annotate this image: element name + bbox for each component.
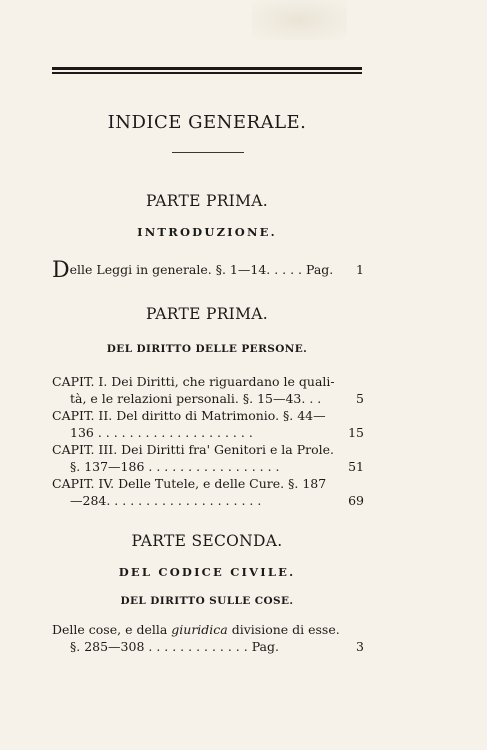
toc-page-number: 1 [356, 262, 364, 277]
chapter-3-text: §. 137—186 . . . . . . . . . . . . . . . . . [70, 459, 280, 474]
chapter-2-page: 15 [348, 425, 364, 440]
chapter-2-text: 136 . . . . . . . . . . . . . . . . . . . . [70, 425, 253, 440]
persons-heading: DEL DIRITTO DELLE PERSONE. [106, 343, 308, 355]
chapter-1-text: tà, e le relazioni personali. §. 15—43. . . [70, 391, 322, 406]
cose-text-italic: giuridica [171, 622, 228, 637]
chapter-2-line2 [70, 425, 362, 440]
page-title: INDICE GENERALE. [107, 112, 307, 133]
cose-text-range: §. 285—308 . . . . . . . . . . . . . Pag. [70, 639, 279, 654]
chapter-3-page: 51 [348, 459, 364, 474]
part-one-title: PARTE PRIMA. [146, 192, 268, 210]
chapter-3-line1: CAPIT. III. Dei Diritti fra' Genitori e la Prole. [52, 442, 335, 457]
introduction-heading: INTRODUZIONE. [137, 225, 277, 239]
chapter-4-text: —284. . . . . . . . . . . . . . . . . . . . [70, 493, 262, 508]
toc-entry-text: elle Leggi in generale. §. 1—14. . . . . Pag. [69, 262, 334, 277]
chapter-4-page: 69 [348, 493, 364, 508]
chapter-4-line1: CAPIT. IV. Delle Tutele, e delle Cure. §. 187 [52, 476, 327, 491]
chapter-4-line2 [70, 493, 362, 508]
cose-page: 3 [356, 639, 364, 654]
toc-entry-leggi [52, 258, 364, 283]
things-heading: DEL DIRITTO SULLE COSE. [120, 595, 294, 607]
chapter-2-line1: CAPIT. II. Del diritto di Matrimonio. §. 44— [52, 408, 326, 423]
civil-code-heading: DEL CODICE CIVILE. [118, 565, 296, 579]
toc-entry-cose-line2 [70, 639, 362, 654]
chapter-1-page: 5 [356, 391, 364, 406]
chapter-1-line1: CAPIT. I. Dei Diritti, che riguardano le quali- [52, 374, 335, 389]
cose-text-b: divisione di esse. [227, 622, 340, 637]
header-double-rule [52, 67, 362, 74]
drop-cap: D [52, 258, 70, 283]
chapter-3-line2 [70, 459, 362, 474]
chapter-1-line2 [70, 391, 362, 406]
cose-text-a: Delle cose, e della [52, 622, 172, 637]
part-two-title: PARTE SECONDA. [131, 532, 283, 550]
toc-entry-cose-line1 [52, 622, 362, 637]
part-one-persons-title: PARTE PRIMA. [146, 305, 268, 323]
paper-stain [252, 0, 347, 40]
title-rule [172, 152, 244, 153]
